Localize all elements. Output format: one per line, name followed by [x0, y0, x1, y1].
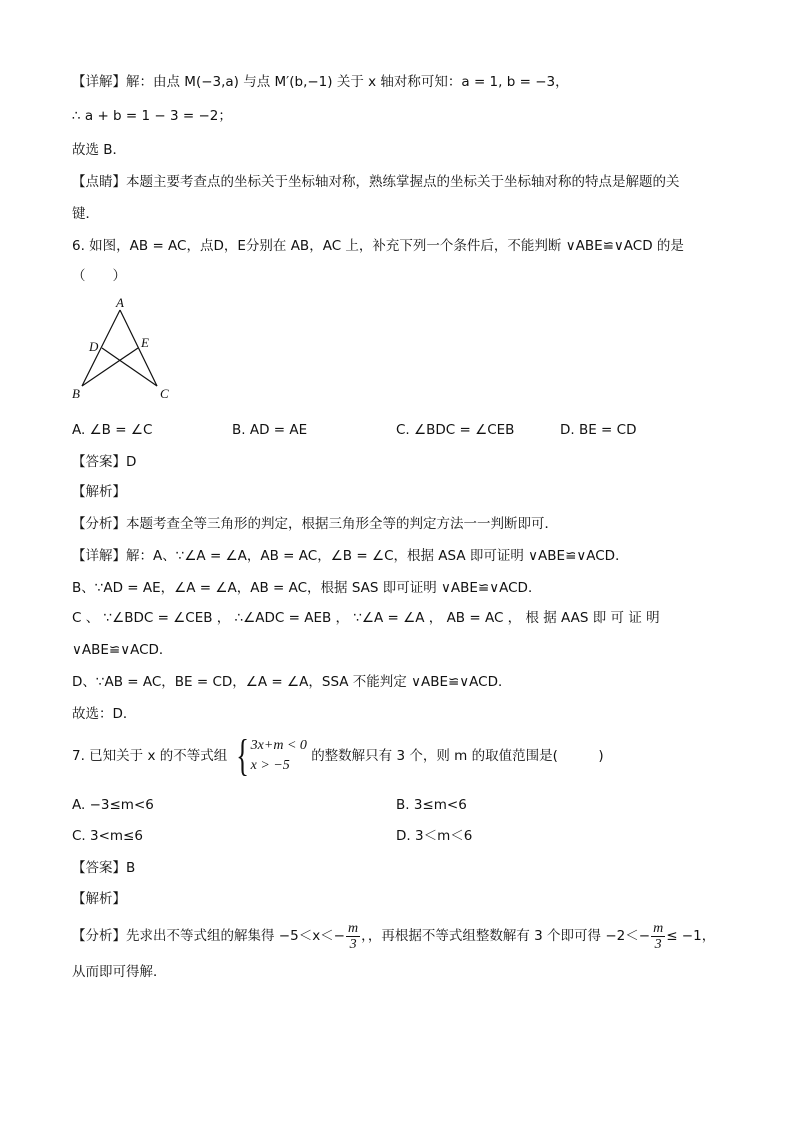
q7-analysis-c: ≤ −1，	[666, 928, 716, 944]
label-d: D	[89, 339, 99, 354]
detail-text: 解：由点 M(−3,a) 与点 M′(b,−1) 关于 x 轴对称可知：a = 1, b = −3，	[126, 74, 569, 90]
q6-option-b: B. AD = AE	[232, 422, 308, 438]
q7-analysis-a: 先求出不等式组的解集得 −5＜x＜−	[126, 928, 345, 944]
q7-jiexi: 【解析】	[72, 891, 126, 907]
q6-analysis-tag: 【分析】	[72, 516, 126, 532]
q6-analysis-text: 本题考查全等三角形的判定，根据三角形全等的判定方法一一判断即可．	[126, 516, 558, 532]
q6-analysis	[72, 514, 558, 534]
comment-tag: 【点睛】	[72, 174, 126, 190]
q6-detail-d: D、∵AB = AC，BE = CD，∠A = ∠A，SSA 不能判定 ∨ABE≌∨ACD．	[72, 674, 512, 690]
q6-choose: 故选：D．	[72, 706, 137, 722]
inequality-row-1: 3x+m < 0	[250, 738, 307, 753]
q6-detail-b: B、∵AD = AE，∠A = ∠A，AB = AC，根据 SAS 即可证明 ∨ABE≌∨ACD．	[72, 580, 542, 596]
comment-line-2: 键．	[72, 206, 99, 222]
q7-pre: 7. 已知关于 x 的不等式组	[72, 748, 228, 764]
q7-analysis	[72, 920, 715, 952]
q7-analysis-b: ，，再根据不等式组整数解有 3 个即可得 −2＜−	[361, 928, 651, 944]
q7-analysis-end: 从而即可得解．	[72, 964, 167, 980]
q6-detail-c: C 、 ∵∠BDC = ∠CEB ， ∴∠ADC = AEB ， ∵∠A = ∠A ， AB = AC ， 根 据 AAS 即 可 证 明	[72, 610, 660, 626]
q6-detail-a	[72, 546, 629, 566]
question-6-paren: （ ）	[72, 268, 126, 284]
q7-option-b: B. 3≤m<6	[396, 797, 467, 813]
fraction-m-over-3	[346, 921, 360, 952]
segment-ab	[82, 310, 120, 386]
q7-answer: 【答案】B	[72, 860, 136, 876]
triangle-figure	[60, 296, 190, 408]
fraction-denominator: 3	[349, 936, 357, 952]
q6-option-d: D. BE = CD	[560, 422, 637, 438]
question-7	[72, 731, 604, 780]
label-e: E	[141, 335, 149, 350]
brace-icon: {	[235, 731, 249, 780]
question-6: 6. 如图，AB = AC，点D，E分别在 AB，AC 上，补充下列一个条件后，不能判断 ∨ABE≌∨ACD 的是	[72, 238, 684, 254]
q6-answer: 【答案】D	[72, 454, 137, 470]
detail-tag: 【详解】	[72, 74, 126, 90]
label-c: C	[160, 386, 169, 401]
q6-detail-c2: ∨ABE≌∨ACD．	[72, 642, 173, 658]
fraction-numerator-b: m	[653, 920, 664, 936]
fraction-m-over-3-b	[651, 921, 665, 952]
q7-option-d: D. 3＜m＜6	[396, 828, 473, 844]
choose-line: 故选 B．	[72, 142, 127, 158]
fraction-denominator-b: 3	[654, 936, 662, 952]
q7-option-c: C. 3<m≤6	[72, 828, 143, 844]
q7-post: 的整数解只有 3 个，则 m 的取值范围是( )	[311, 748, 604, 764]
comment-text: 本题主要考查点的坐标关于坐标轴对称，熟练掌握点的坐标关于坐标轴对称的特点是解题的关	[126, 174, 680, 190]
sum-line: ∴ a + b = 1 − 3 = −2；	[72, 108, 232, 124]
inequality-system	[232, 731, 307, 780]
inequality-row-2: x > −5	[250, 758, 290, 773]
q6-option-a: A. ∠B = ∠C	[72, 422, 153, 438]
fraction-numerator: m	[348, 920, 359, 936]
comment-line	[72, 172, 680, 192]
q7-option-a: A. −3≤m<6	[72, 797, 154, 813]
q6-jiexi: 【解析】	[72, 484, 126, 500]
q6-detail-a-text: 解：A、∵∠A = ∠A，AB = AC，∠B = ∠C，根据 ASA 即可证明 ∨ABE≌∨ACD．	[126, 548, 629, 564]
label-a: A	[116, 296, 124, 310]
q6-option-c: C. ∠BDC = ∠CEB	[396, 422, 515, 438]
segment-ac	[120, 310, 157, 386]
q6-detail-tag: 【详解】	[72, 548, 126, 564]
q7-analysis-tag: 【分析】	[72, 928, 126, 944]
label-b: B	[72, 386, 80, 401]
detail-line	[72, 72, 569, 92]
